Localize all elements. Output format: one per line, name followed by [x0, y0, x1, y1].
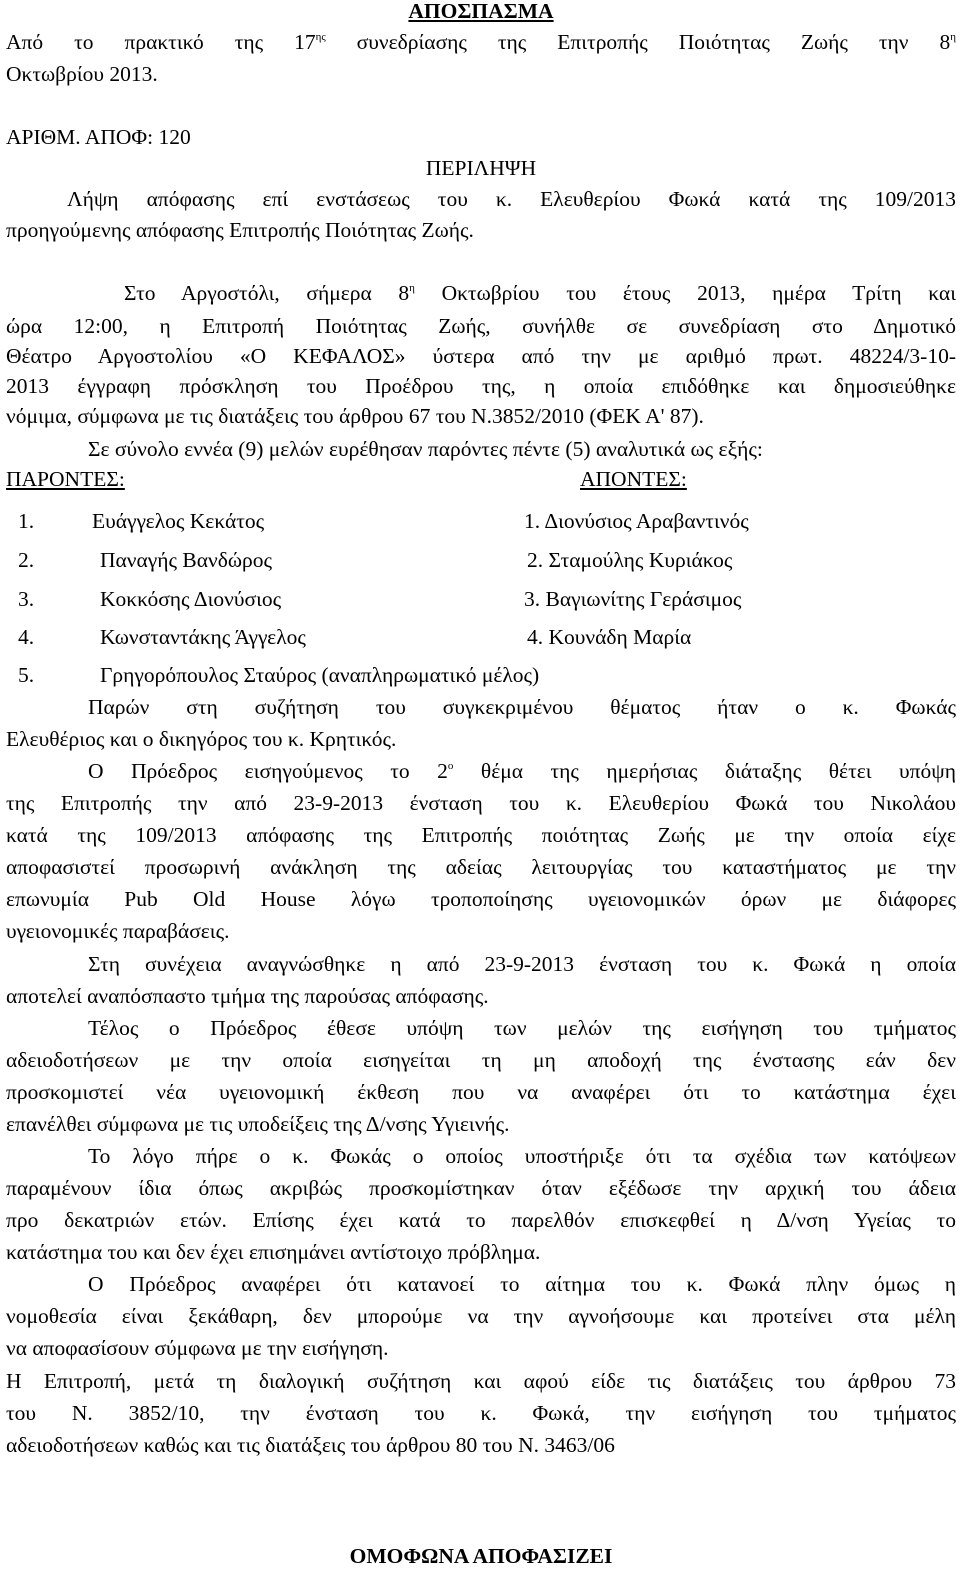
absent-header: ΑΠΟΝΤΕΣ: [580, 467, 687, 491]
discussion-2-line-4: αποφασιστεί προσωρινή ανάκληση της αδείας λειτουργίας του καταστήματος με την [6, 855, 956, 879]
intro-line-2: Οκτωβρίου 2013. [6, 62, 158, 86]
discussion-7-line-3: αδειοδοτήσεων καθώς και τις διατάξεις του άρθρου 80 του Ν. 3463/06 [6, 1433, 615, 1457]
paragraph-1-line-1: Στο Αργοστόλι, σήμερα $8^\eta$ Οκτωβρίου του έτους 2013, ημέρα Τρίτη και [124, 281, 956, 305]
discussion-2-line-1: Ο Πρόεδρος εισηγούμενος το $2^o$ θέμα της ημερήσιας διάταξης θέτει υπόψη [88, 759, 956, 783]
discussion-2-line-5: επωνυμία Pub Old House λόγω τροποποίησης υγειονομικών όρων με διάφορες [6, 887, 956, 911]
summary-title: ΠΕΡΙΛΗΨΗ [425, 156, 537, 180]
discussion-4-line-3: προσκομιστεί νέα υγειονομική έκθεση που να αναφέρει ότι το κατάστημα έχει [6, 1080, 956, 1104]
document-title: ΑΠΟΣΠΑΣΜΑ [408, 0, 554, 23]
discussion-7-line-1: Η Επιτροπή, μετά τη διαλογική συζήτηση και αφού είδε τις διατάξεις του άρθρου 73 [6, 1369, 956, 1393]
discussion-3-line-1: Στη συνέχεια αναγνώσθηκε η από 23-9-2013 ένσταση του κ. Φωκά η οποία [88, 952, 956, 976]
paragraph-2-line-1: Σε σύνολο εννέα (9) μελών ευρέθησαν παρόντες πέντε (5) αναλυτικά ως εξής: [88, 437, 763, 461]
absent-member: 1. Διονύσιος Αραβαντινός [524, 509, 749, 533]
absent-member: 2. Σταμούλης Κυριάκος [527, 548, 733, 572]
discussion-2-line-3: κατά της 109/2013 απόφασης της Επιτροπής ποιότητας Ζωής με την οποία είχε [6, 823, 956, 847]
present-header: ΠΑΡΟΝΤΕΣ: [6, 467, 125, 491]
present-member-number: 2. [18, 548, 35, 572]
paragraph-1-line-5: νόμιμα, σύμφωνα με τις διατάξεις του άρθρου 67 του Ν.3852/2010 (ΦΕΚ Α' 87). [6, 404, 704, 428]
present-member-number: 5. [18, 663, 35, 687]
discussion-4-line-1: Τέλος ο Πρόεδρος έθεσε υπόψη των μελών της εισήγηση του τμήματος [88, 1016, 956, 1040]
absent-member: 4. Κουνάδη Μαρία [527, 625, 692, 649]
summary-line-1: Λήψη απόφασης επί ενστάσεως του κ. Ελευθερίου Φωκά κατά της 109/2013 [67, 187, 956, 211]
decision-number: ΑΡΙΘΜ. ΑΠΟΦ: 120 [6, 125, 191, 149]
discussion-7-line-2: του Ν. 3852/10, την ένσταση του κ. Φωκά, την εισήγηση του τμήματος [6, 1401, 956, 1425]
absent-member: 3. Βαγιωνίτης Γεράσιμος [524, 587, 742, 611]
discussion-1-line-2: Ελευθέριος και ο δικηγόρος του κ. Κρητικός. [6, 727, 397, 751]
discussion-5-line-1: Το λόγο πήρε ο κ. Φωκάς ο οποίος υποστήριξε ότι τα σχέδια των κατόψεων [88, 1144, 956, 1168]
discussion-2-line-2: της Επιτροπής την από 23-9-2013 ένσταση του κ. Ελευθερίου Φωκά του Νικολάου [6, 791, 956, 815]
present-member-name: Ευάγγελος Κεκάτος [92, 509, 265, 533]
present-member-name: Κοκκόσης Διονύσιος [100, 587, 282, 611]
discussion-5-line-3: προ δεκατριών ετών. Επίσης έχει κατά το παρελθόν επισκεφθεί η Δ/νση Υγείας το [6, 1208, 956, 1232]
paragraph-1-line-3: Θέατρο Αργοστολίου «Ο ΚΕΦΑΛΟΣ» ύστερα από την με αριθμό πρωτ. 48224/3-10- [6, 344, 956, 368]
discussion-3-line-2: αποτελεί αναπόσπαστο τμήμα της παρούσας απόφασης. [6, 984, 489, 1008]
discussion-4-line-2: αδειοδοτήσεων με την οποία εισηγείται τη μη αποδοχή της ένστασης εάν δεν [6, 1048, 956, 1072]
discussion-1-line-1: Παρών στη συζήτηση του συγκεκριμένου θέματος ήταν ο κ. Φωκάς [88, 695, 956, 719]
present-member-number: 1. [18, 509, 35, 533]
discussion-4-line-4: επανέλθει σύμφωνα με τις υποδείξεις της Δ/νσης Υγιεινής. [6, 1112, 510, 1136]
intro-line-1: Από το πρακτικό της $17^{\eta\varsigma}$ συνεδρίασης της Επιτροπής Ποιότητας Ζωής την $8^\eta$ [6, 30, 956, 54]
present-member-number: 3. [18, 587, 35, 611]
present-member-name: Γρηγορόπουλος Σταύρος (αναπληρωματικό μέλος) [100, 663, 540, 687]
discussion-6-line-3: να αποφασίσουν σύμφωνα με την εισήγηση. [6, 1336, 389, 1360]
paragraph-1-line-2: ώρα 12:00, η Επιτροπή Ποιότητας Ζωής, συνήλθε σε συνεδρίαση στο Δημοτικό [6, 314, 956, 338]
summary-line-2: προηγούμενης απόφασης Επιτροπής Ποιότητας Ζωής. [6, 218, 474, 242]
present-member-name: Κωνσταντάκης Άγγελος [100, 625, 306, 649]
unanimous-decision-heading: ΟΜΟΦΩΝΑ ΑΠΟΦΑΣΙΖΕΙ [349, 1544, 613, 1568]
present-member-name: Παναγής Βανδώρος [100, 548, 273, 572]
present-member-number: 4. [18, 625, 35, 649]
discussion-6-line-2: νομοθεσία είναι ξεκάθαρη, δεν μπορούμε να την αγνοήσουμε και προτείνει στα μέλη [6, 1304, 956, 1328]
paragraph-1-line-4: 2013 έγγραφη πρόσκληση του Προέδρου της, η οποία επιδόθηκε και δημοσιεύθηκε [6, 374, 956, 398]
discussion-2-line-6: υγειονομικές παραβάσεις. [6, 919, 230, 943]
discussion-5-line-4: κατάστημα του και δεν έχει επισημάνει αντίστοιχο πρόβλημα. [6, 1240, 541, 1264]
discussion-6-line-1: Ο Πρόεδρος αναφέρει ότι κατανοεί το αίτημα του κ. Φωκά πλην όμως η [88, 1272, 956, 1296]
discussion-5-line-2: παραμένουν ίδια όπως ακριβώς προσκομίστηκαν όταν εξέδωσε την αρχική του άδεια [6, 1176, 956, 1200]
